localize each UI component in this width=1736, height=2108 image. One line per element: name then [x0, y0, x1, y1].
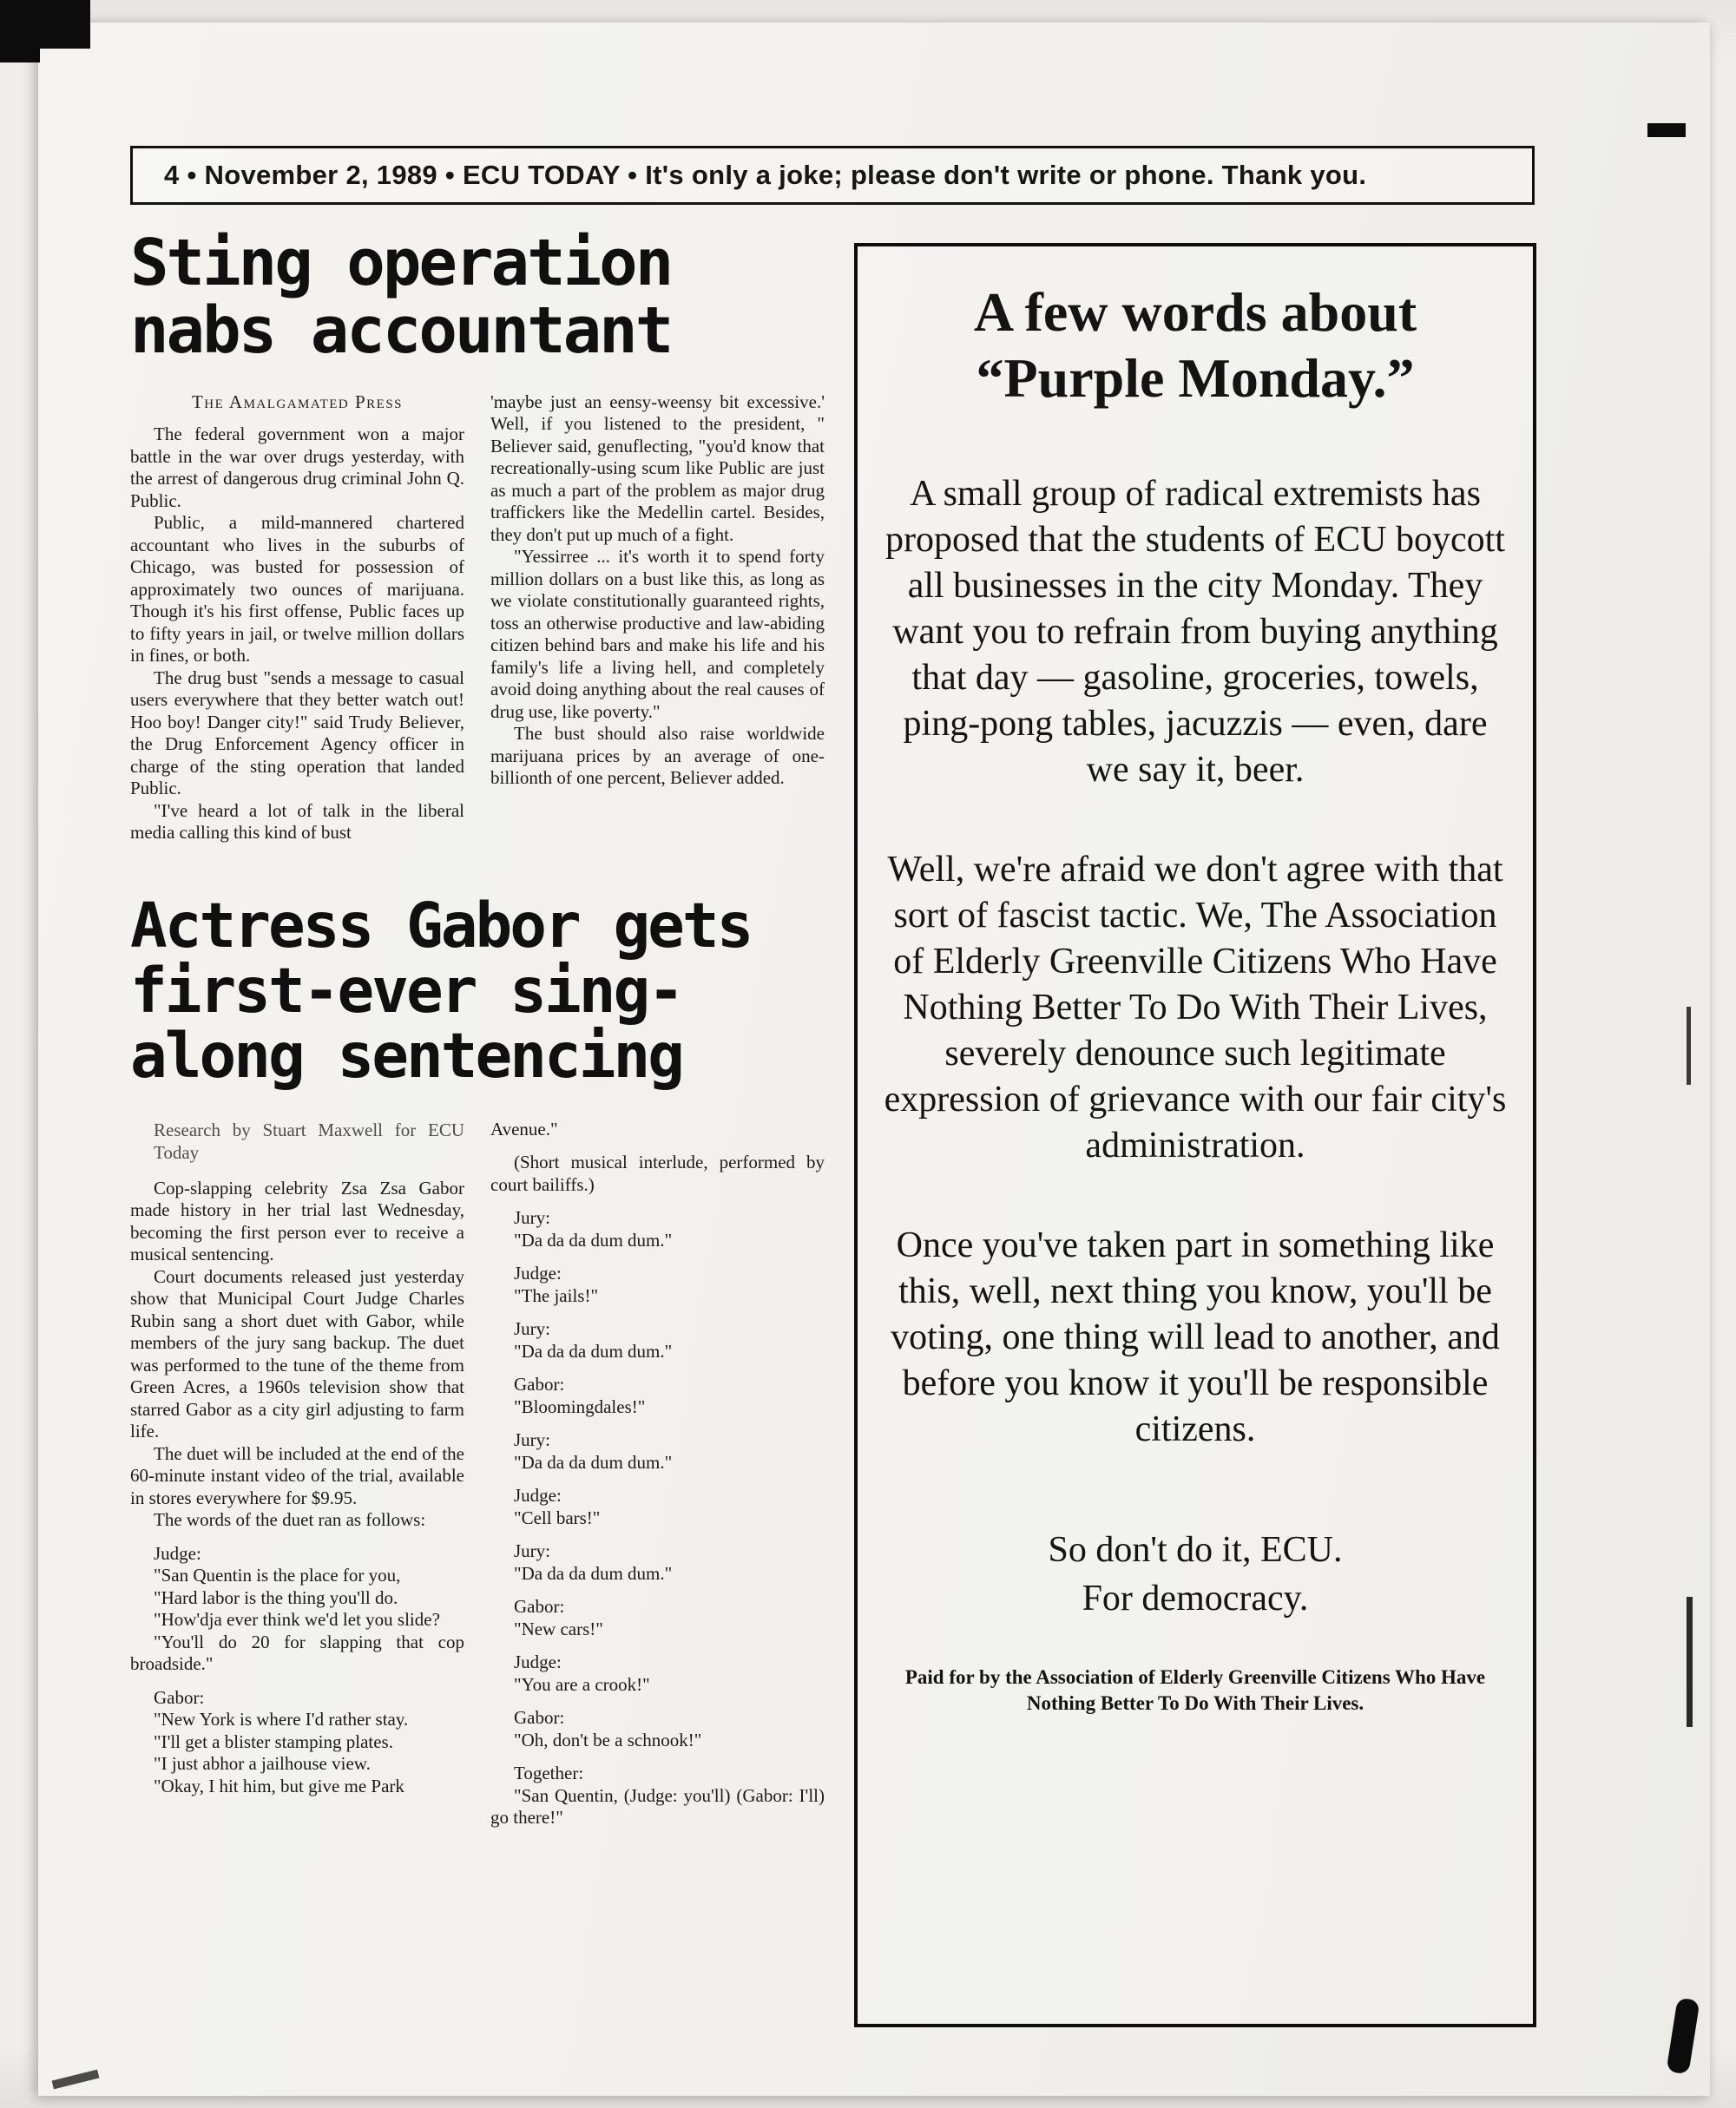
headline-line: Actress Gabor gets: [130, 889, 752, 962]
ad-body: [882, 471, 1509, 1453]
paragraph: Judge:: [514, 1263, 562, 1284]
paragraph: "Oh, don't be a schnook!": [514, 1729, 702, 1750]
paragraph: Public, a mild-mannered chartered accountant who lives in the suburbs of Chicago, was busted for possession of approximately two ounces of marijuana. Though it's his first offense, Public faces up to fifty years in jail, or twelve million dollars in fines, or both.: [130, 512, 464, 667]
ad-paragraph: Well, we're afraid we don't agree with that sort of fascist tactic. We, The Association of Elderly Greenville Citizens Who Have Nothing Better To Do With Their Lives, severely denounce such legitimate expression of grievance with our fair city's administration.: [884, 850, 1507, 1166]
article-gabor-byline: Research by Stuart Maxwell for ECU Today: [154, 1119, 464, 1163]
ad-closing-line: So don't do it, ECU.: [1048, 1530, 1343, 1571]
paragraph: "I just abhor a jailhouse view.: [154, 1753, 371, 1775]
paragraph: The words of the duet ran as follows:: [154, 1509, 426, 1531]
paragraph: (Short musical interlude, performed by court bailiffs.): [490, 1152, 825, 1195]
ad-headline-line: “Purple Monday.”: [976, 346, 1415, 409]
paragraph: "How'dja ever think we'd let you slide?: [154, 1609, 440, 1631]
paragraph: Jury:: [514, 1207, 550, 1229]
paragraph: Court documents released just yesterday show that Municipal Court Judge Charles Rubin sang a short duet with Gabor, while members of the jury sang backup. The duet was performed to the tune of the theme from Green Acres, a 1960s television show that starred Gabor as a city girl adjusting to farm life.: [130, 1265, 464, 1442]
headline-line: nabs accountant: [130, 293, 672, 369]
paragraph: Gabor:: [154, 1686, 205, 1708]
articles-column: [130, 224, 825, 1829]
scan-artifact-right-streak: [1687, 1597, 1693, 1727]
ad-closing-line: For democracy.: [1082, 1579, 1309, 1619]
article-sting-col2: [490, 391, 825, 844]
ad-closing: [882, 1526, 1509, 1623]
paragraph: "I'll get a blister stamping plates.: [154, 1730, 393, 1752]
paragraph: "Da da da dum dum.": [514, 1229, 673, 1251]
paragraph: Avenue.": [490, 1118, 558, 1139]
paragraph: "You'll do 20 for slapping that cop broadside.": [130, 1631, 464, 1675]
article-sting-body: [130, 391, 825, 844]
paragraph: "New cars!": [514, 1618, 603, 1639]
paragraph: The federal government won a major battle in the war over drugs yesterday, with the arrest of dangerous drug criminal John Q. Public.: [130, 424, 464, 511]
article-gabor-body: [130, 1119, 825, 1829]
paragraph: "San Quentin, (Judge: you'll) (Gabor: I'll) go there!": [490, 1784, 825, 1829]
headline-line: along sentencing: [130, 1020, 682, 1093]
paragraph: Judge:: [514, 1485, 562, 1507]
scan-artifact-top-left: [0, 0, 90, 49]
ad-headline: [882, 279, 1509, 410]
paragraph: "Yessirree ... it's worth it to spend forty million dollars on a bust like this, as long as we violate constitutionally guaranteed rights, toss an otherwise productive and law-abiding citizen behind bars and make his life and his family's life a living hell, and completely avoid doing anything about the real causes of drug use, like poverty.": [490, 546, 825, 722]
ad-headline-line: A few words about: [973, 281, 1417, 343]
paragraph: The duet will be included at the end of the 60-minute instant video of the trial, available in stores everywhere for $9.95.: [130, 1442, 464, 1508]
paragraph: "The jails!": [514, 1284, 599, 1306]
paragraph: "Da da da dum dum.": [514, 1340, 673, 1362]
article-gabor-col2: [490, 1119, 825, 1829]
paragraph: "Da da da dum dum.": [514, 1451, 673, 1473]
paragraph: "Okay, I hit him, but give me Park: [154, 1775, 404, 1796]
paragraph: Jury:: [514, 1429, 550, 1451]
masthead-box: [130, 146, 1535, 205]
article-sting-col1: [130, 391, 464, 844]
paragraph: "San Quentin is the place for you,: [154, 1565, 401, 1586]
paragraph: Gabor:: [514, 1596, 565, 1618]
paragraph: Cop-slapping celebrity Zsa Zsa Gabor made history in her trial last Wednesday, becoming the first person ever to receive a musical sentencing.: [130, 1177, 464, 1265]
paragraph: Jury:: [514, 1318, 550, 1340]
paragraph: Jury:: [514, 1540, 550, 1562]
paragraph: Gabor:: [514, 1707, 565, 1729]
paragraph: The bust should also raise worldwide marijuana prices by an average of one-billionth of one percent, Believer added.: [490, 723, 825, 789]
paragraph: "I've heard a lot of talk in the liberal media calling this kind of bust: [130, 799, 464, 844]
headline-line: Sting operation: [130, 226, 672, 300]
paragraph: "Da da da dum dum.": [514, 1562, 673, 1584]
paragraph: Judge:: [514, 1652, 562, 1673]
paragraph: 'maybe just an eensy-weensy bit excessive.' Well, if you listened to the president, " Believer said, genuflecting, "you'd know that recreationally-using scum like Public are just as much a part of the problem as major drug traffickers like the Medellin cartel. Besides, they don't put up much of a fight.: [490, 391, 825, 545]
article-gabor-col1: [130, 1119, 464, 1829]
paragraph: Judge:: [154, 1542, 201, 1564]
paragraph: "Cell bars!": [514, 1507, 601, 1528]
article-sting-headline: [130, 226, 825, 369]
paragraph: "Bloomingdales!": [514, 1395, 646, 1417]
ad-footer-disclaimer: Paid for by the Association of Elderly Greenville Citizens Who Have Nothing Better To Do With Their Lives.: [904, 1666, 1486, 1715]
paragraph: Together:: [514, 1763, 584, 1784]
paragraph: "New York is where I'd rather stay.: [154, 1709, 409, 1730]
ad-paragraph: Once you've taken part in something like this, well, next thing you know, you'll be voting, one thing will lead to another, and before you know it you'll be responsible citizens.: [891, 1225, 1500, 1450]
ad-paragraph: A small group of radical extremists has proposed that the students of ECU boycott all businesses in the city Monday. They want you to refrain from buying anything that day — gasoline, groceries, towels, ping-pong tables, jacuzzis — even, dare we say it, beer.: [885, 474, 1505, 791]
purple-monday-ad: [854, 243, 1536, 2027]
scan-artifact-top-right: [1647, 123, 1686, 137]
headline-line: first-ever sing-: [130, 955, 682, 1028]
paragraph: Gabor:: [514, 1374, 565, 1395]
scan-artifact-top-left-notch: [0, 49, 40, 62]
article-sting-byline: The Amalgamated Press: [191, 391, 404, 412]
scan-artifact-right-streak-2: [1687, 1007, 1691, 1085]
article-gabor-headline: [130, 889, 825, 1093]
paragraph: The drug bust "sends a message to casual users everywhere that they better watch out! Hoo boy! Danger city!" said Trudy Believer, the Drug Enforcement Agency officer in charge of the sting operation that landed Public.: [130, 667, 464, 799]
masthead-dateline: 4 • November 2, 1989 • ECU TODAY • It's only a joke; please don't write or phone. Thank you.: [164, 160, 1367, 190]
paragraph: "You are a crook!": [514, 1673, 650, 1695]
page-content: [130, 224, 1536, 2027]
paragraph: "Hard labor is the thing you'll do.: [154, 1586, 398, 1608]
